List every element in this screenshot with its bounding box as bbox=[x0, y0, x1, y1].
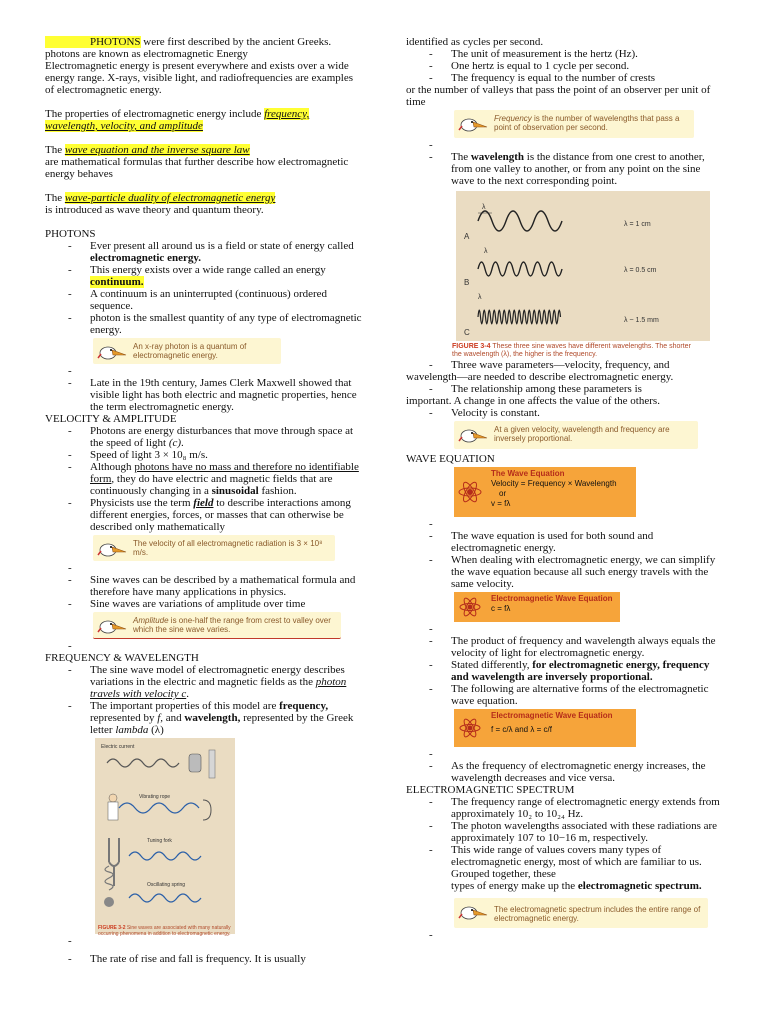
list-item bbox=[45, 640, 363, 652]
right-column bbox=[406, 36, 724, 941]
wave-equation-list-2 bbox=[406, 623, 724, 707]
wave-b bbox=[478, 262, 562, 276]
tuning-fork-icon bbox=[109, 838, 119, 886]
list-item: - Photons are energy disturbances that move through space at the speed of light (c). bbox=[45, 425, 363, 449]
note-text: At a given velocity, wavelength and frequency are inversely proportional. bbox=[494, 425, 670, 443]
list-item: - Speed of light 3 × 10₈ m/s. bbox=[45, 449, 363, 461]
list-item: - The following are alternative forms of the electromagnetic wave equation. bbox=[406, 683, 724, 707]
wavelength-diagram bbox=[456, 191, 710, 341]
list-item: - The sine wave model of electromagnetic energy describes variations in the electric and magnetic fields as the photon travels with velocity c. bbox=[45, 664, 363, 700]
list-item: - Velocity is constant. bbox=[406, 407, 724, 419]
continuation-text: important. A change in one affects the value of the others. bbox=[406, 395, 660, 407]
list-item: - Sine waves can be described by a mathematical formula and therefore have many applications in physics. bbox=[45, 574, 363, 598]
velocity-list-3 bbox=[45, 640, 363, 652]
photons-highlight: PHOTONS bbox=[45, 36, 141, 48]
list-item: - Physicists use the term field to describe interactions among different energies, forces, or masses that can otherwise be described only mathematically bbox=[45, 497, 363, 533]
frequency-heading: FREQUENCY & WAVELENGTH bbox=[45, 652, 199, 664]
wave-label-c: C bbox=[464, 328, 470, 337]
spectrum-list bbox=[406, 796, 724, 880]
list-item: - Three wave parameters—velocity, frequency, and bbox=[406, 359, 724, 371]
list-item bbox=[406, 748, 724, 760]
list-item: - One hertz is equal to 1 cycle per second. bbox=[406, 60, 724, 72]
note-text: The velocity of all electromagnetic radiation is 3 × 10⁸ m/s. bbox=[133, 539, 323, 557]
list-item: - The wave equation is used for both sound and electromagnetic energy. bbox=[406, 530, 724, 554]
list-item: - Ever present all around us is a field or state of energy called electromagnetic energy. bbox=[45, 240, 363, 264]
equation-line: Velocity = Frequency × Wavelength bbox=[491, 479, 617, 488]
wave-value-b: λ = 0.5 cm bbox=[624, 267, 657, 274]
equation-title: The Wave Equation bbox=[491, 469, 565, 478]
equation-title: Electromagnetic Wave Equation bbox=[491, 594, 613, 603]
atom-icon bbox=[454, 467, 486, 517]
parameters-list bbox=[406, 359, 724, 371]
wave-equation-box bbox=[454, 467, 724, 517]
rope-wave bbox=[119, 803, 199, 813]
pelican-icon bbox=[97, 341, 127, 361]
equation-panel bbox=[486, 709, 636, 747]
atom-panel bbox=[454, 592, 486, 622]
note-xray-photon bbox=[93, 338, 281, 364]
list-item: - A continuum is an uninterrupted (continuous) ordered sequence. bbox=[45, 288, 363, 312]
intro-line-2: photons are known as electromagnetic Energy bbox=[45, 48, 248, 60]
lambda-label-a: λ bbox=[482, 204, 486, 211]
list-item bbox=[406, 929, 724, 941]
fig-label-fork: Tuning fork bbox=[147, 838, 172, 844]
list-item bbox=[406, 518, 724, 530]
lambda-label-c: λ bbox=[478, 294, 482, 301]
wavelength-list bbox=[406, 139, 724, 187]
wave-equation-heading: WAVE EQUATION bbox=[406, 453, 495, 465]
note-text: Frequency is the number of wavelengths that pass a point of observation per second. bbox=[494, 114, 680, 132]
hertz-list bbox=[406, 48, 724, 84]
list-item bbox=[45, 935, 363, 947]
parameters-list-3 bbox=[406, 407, 724, 419]
pelican-icon bbox=[97, 538, 127, 558]
intro-line-3: Electromagnetic energy is present everywhere and exists over a wide energy range. X-rays, visible light, and radiofrequencies are examples of electromagnetic energy. bbox=[45, 60, 353, 96]
continuation-text: identified as cycles per second. bbox=[406, 36, 544, 48]
note-spectrum bbox=[454, 898, 708, 928]
note-amplitude bbox=[93, 612, 341, 639]
velocity-list-2 bbox=[45, 562, 363, 610]
note-text: Amplitude is one-half the range from crest to valley over which the sine wave varies. bbox=[133, 616, 331, 634]
list-item bbox=[406, 623, 724, 635]
sine-phenomena-illustration bbox=[95, 738, 235, 922]
continuation-text: or the number of valleys that pass the point of an observer per unit of time bbox=[406, 84, 711, 108]
figure-caption: FIGURE 3-2 Sine waves are associated with many naturally occurring phenomena in addition to electromagnetic energy. bbox=[98, 925, 231, 937]
weight-icon bbox=[104, 897, 114, 907]
note-inverse bbox=[454, 421, 698, 449]
figure-caption: FIGURE 3-4 These three sine waves have different wavelengths. The shorter the wavelength (λ), the higher is the frequency. bbox=[452, 343, 691, 358]
note-text: The electromagnetic spectrum includes the entire range of electromagnetic energy. bbox=[494, 905, 701, 923]
list-item: - The product of frequency and wavelength always equals the velocity of light for electromagnetic energy. bbox=[406, 635, 724, 659]
parameters-list-2 bbox=[406, 383, 724, 395]
fork-wave bbox=[129, 852, 201, 860]
atom-icon bbox=[454, 592, 486, 622]
list-item: - The frequency is equal to the number of crests bbox=[406, 72, 724, 84]
list-item: - Sine waves are variations of amplitude over time bbox=[45, 598, 363, 610]
list-item: - The relationship among these parameters is bbox=[406, 383, 724, 395]
continuation-text: types of energy make up the electromagnetic spectrum. bbox=[451, 880, 702, 892]
wave-eq-text-2: are mathematical formulas that further describe how electromagnetic energy behaves bbox=[45, 156, 349, 180]
wave-label-a: A bbox=[464, 232, 470, 241]
wave-a bbox=[478, 211, 562, 231]
note-frequency bbox=[454, 110, 694, 138]
list-item: - Late in the 19th century, James Clerk Maxwell showed that visible light has both electric and magnetic properties, hence the term electromagnetic energy. bbox=[45, 377, 363, 413]
spring-wave bbox=[129, 894, 201, 902]
equation-line: v = fλ bbox=[491, 499, 511, 508]
list-item: - This wide range of values covers many types of electromagnetic energy, most of which are familiar to us. Grouped together, these bbox=[406, 844, 724, 880]
spectrum-heading: ELECTROMAGNETIC SPECTRUM bbox=[406, 784, 575, 796]
fig-label-rope: Vibrating rope bbox=[139, 794, 171, 800]
equation-panel bbox=[486, 592, 620, 622]
pelican-icon bbox=[458, 113, 488, 133]
lambda-label-b: λ bbox=[484, 248, 488, 255]
pelican-icon bbox=[458, 424, 488, 444]
list-item: - photon is the smallest quantity of any type of electromagnetic energy. bbox=[45, 312, 363, 336]
velocity-heading: VELOCITY & AMPLITUDE bbox=[45, 413, 177, 425]
photons-list-2 bbox=[45, 365, 363, 413]
list-item: - Although photons have no mass and therefore no identifiable form, they do have electric and magnetic fields that are continuously changing in a sinusoidal fashion. bbox=[45, 461, 363, 497]
alt-equation-box bbox=[454, 709, 724, 747]
list-item: - When dealing with electromagnetic energy, we can simplify the wave equation because all such energy travels with the same velocity. bbox=[406, 554, 724, 590]
properties-text: The properties of electromagnetic energy include frequency, wavelength, velocity, and amplitude bbox=[45, 108, 310, 132]
figure-sine-phenomena bbox=[95, 738, 235, 937]
spring-icon bbox=[105, 866, 113, 890]
frequency-list-2 bbox=[45, 935, 363, 965]
equation-title: Electromagnetic Wave Equation bbox=[491, 711, 613, 720]
equation-panel bbox=[486, 467, 636, 517]
photons-list bbox=[45, 240, 363, 336]
continuation-text: wavelength—are needed to describe electromagnetic energy. bbox=[406, 371, 674, 383]
list-item: - The frequency range of electromagnetic energy extends from approximately 10₂ to 10₂₄ Hz. bbox=[406, 796, 724, 820]
equation-line: c = fλ bbox=[491, 604, 511, 613]
electric-wave bbox=[107, 759, 179, 767]
wave-equation-list-3 bbox=[406, 748, 724, 784]
wave-equation-list bbox=[406, 518, 724, 590]
list-item: - The important properties of this model are frequency, represented by f, and wavelength, represented by the Greek letter lambda (λ) bbox=[45, 700, 363, 736]
duality-text-2: is introduced as wave theory and quantum theory. bbox=[45, 204, 264, 216]
list-item: - Stated differently, for electromagnetic energy, frequency and wavelength are inversely proportional. bbox=[406, 659, 724, 683]
spectrum-list-2 bbox=[406, 929, 724, 941]
list-item: - The photon wavelengths associated with these radiations are approximately 107 to 10−16 m, respectively. bbox=[406, 820, 724, 844]
plug-icon bbox=[189, 754, 201, 772]
fig-label-electric: Electric current bbox=[101, 744, 135, 750]
atom-panel bbox=[454, 467, 486, 517]
list-item bbox=[406, 139, 724, 151]
intro-line-1: PHOTONS were first described by the ancient Greeks. bbox=[45, 36, 363, 48]
left-column bbox=[45, 36, 363, 965]
duality-text: The wave-particle duality of electromagnetic energy bbox=[45, 192, 276, 204]
list-item bbox=[45, 562, 363, 574]
list-item: - The rate of rise and fall is frequency. It is usually bbox=[45, 953, 363, 965]
list-item bbox=[45, 365, 363, 377]
pelican-icon bbox=[97, 615, 127, 635]
outlet-icon bbox=[209, 750, 215, 778]
wave-c bbox=[478, 310, 561, 324]
wave-value-a: λ = 1 cm bbox=[624, 221, 651, 228]
wave-eq-text: The wave equation and the inverse square law bbox=[45, 144, 250, 156]
figure-wavelengths bbox=[456, 191, 710, 341]
note-text: An x-ray photon is a quantum of electromagnetic energy. bbox=[133, 342, 247, 360]
photons-heading: PHOTONS bbox=[45, 228, 96, 240]
person-icon bbox=[109, 794, 117, 802]
fig-label-spring: Oscillating spring bbox=[147, 882, 186, 888]
velocity-list bbox=[45, 425, 363, 533]
wave-value-c: λ ~ 1.5 mm bbox=[624, 317, 659, 324]
frequency-list bbox=[45, 664, 363, 736]
atom-panel bbox=[454, 709, 486, 747]
list-item: - The wavelength is the distance from one crest to another, from one valley to another, or from any point on the sine wave to the next corresponding point. bbox=[406, 151, 724, 187]
list-item: - This energy exists over a wide range called an energy continuum. bbox=[45, 264, 363, 288]
equation-line: f = c/λ and λ = c/f bbox=[491, 725, 552, 734]
list-item: - As the frequency of electromagnetic energy increases, the wavelength decreases and vice versa. bbox=[406, 760, 724, 784]
atom-icon bbox=[454, 709, 486, 747]
em-wave-equation-box bbox=[454, 592, 724, 622]
pelican-icon bbox=[458, 901, 488, 921]
list-item: - The unit of measurement is the hertz (Hz). bbox=[406, 48, 724, 60]
note-velocity bbox=[93, 535, 335, 561]
equation-line: or bbox=[499, 489, 507, 498]
wave-label-b: B bbox=[464, 278, 470, 287]
